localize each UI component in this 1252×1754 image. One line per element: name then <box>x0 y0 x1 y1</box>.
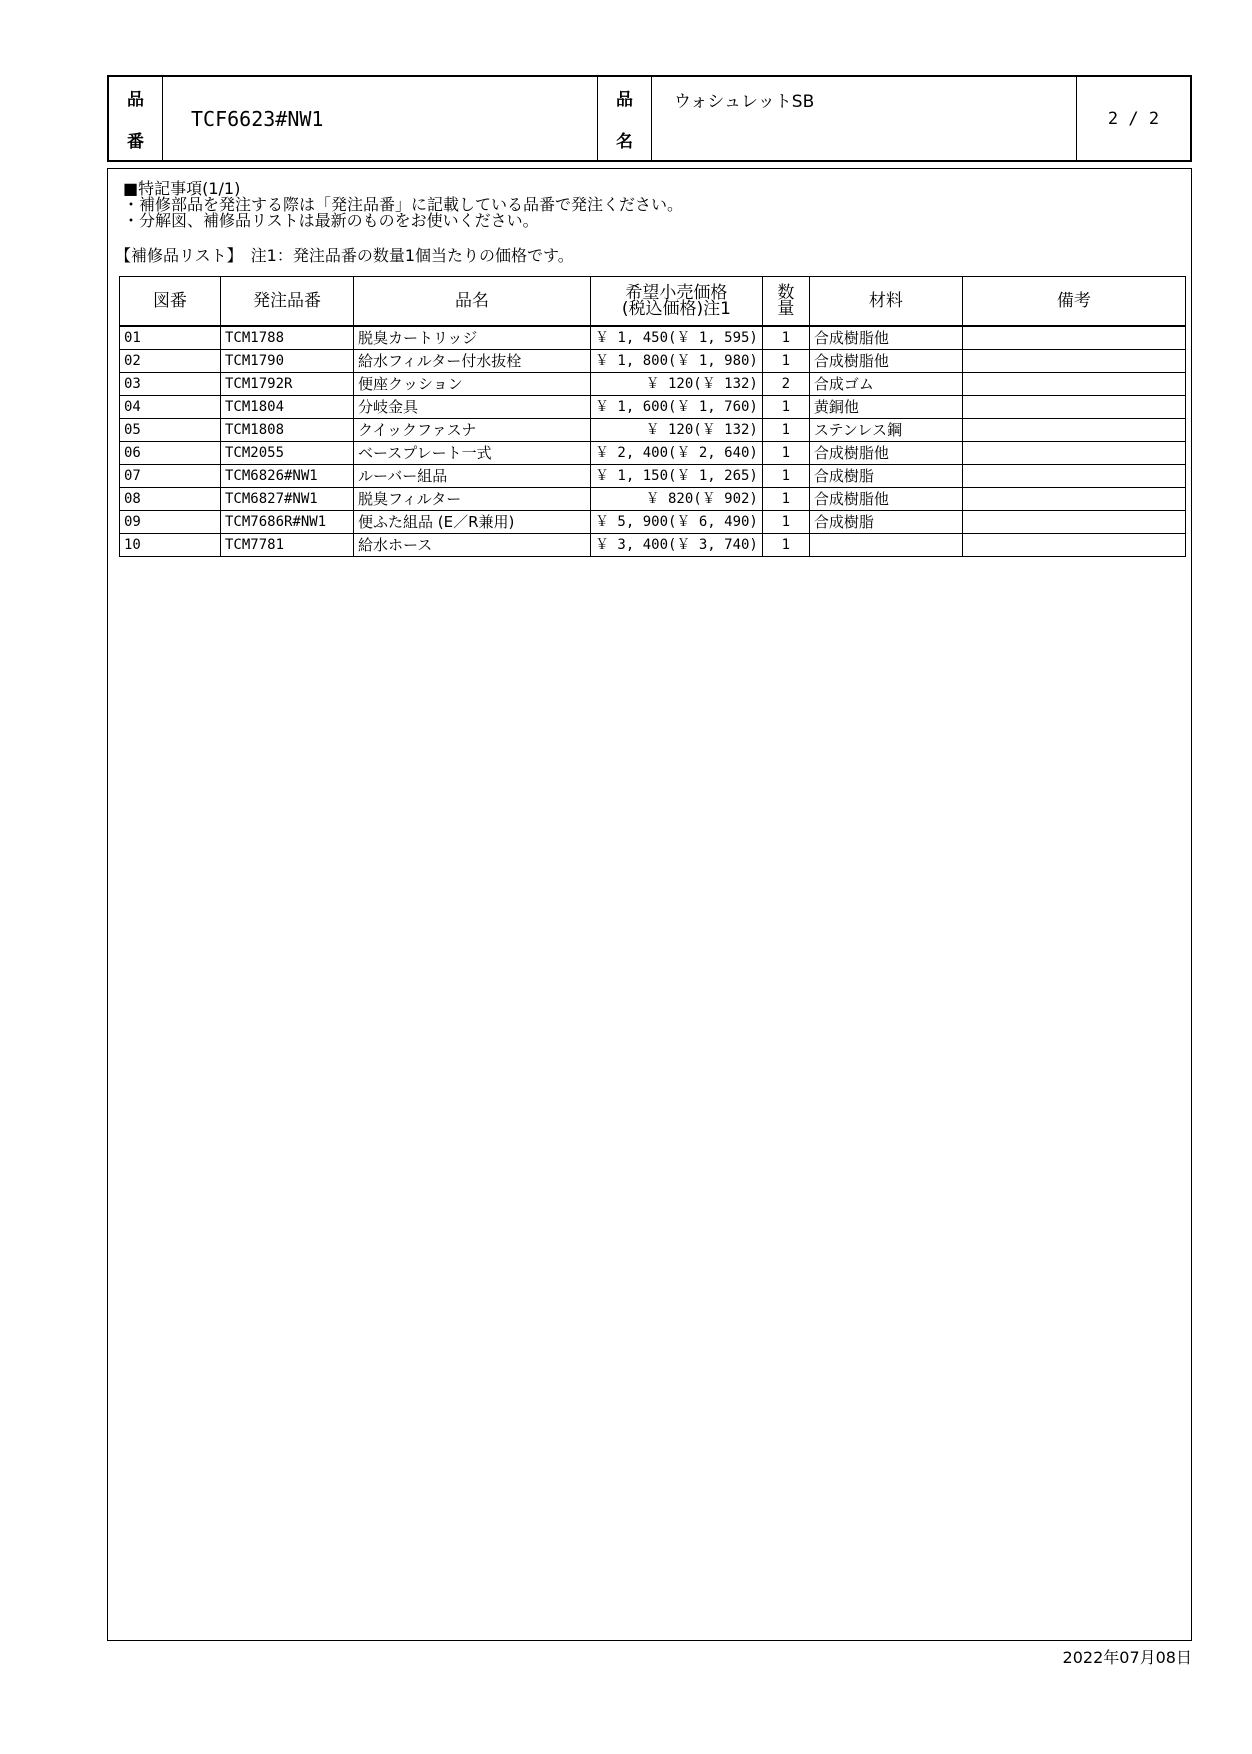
cell-name: 分岐金具 <box>354 396 591 419</box>
cell-code: TCM2055 <box>221 442 354 465</box>
col-header-qty-line-1: 数 <box>777 283 795 303</box>
product-code-label-1: 品 <box>127 90 144 111</box>
cell-code: TCM1788 <box>221 326 354 350</box>
cell-num: 05 <box>120 419 221 442</box>
table-row <box>120 326 1186 350</box>
cell-material: 合成樹脂 <box>809 511 962 534</box>
table-row <box>120 419 1186 442</box>
cell-material: 合成樹脂他 <box>809 350 962 373</box>
cell-qty: 1 <box>762 442 809 465</box>
cell-price: ￥ 820(￥ 902) <box>591 488 763 511</box>
notes-line-2: ・分解図、補修品リストは最新のものをお使いください。 <box>123 211 539 230</box>
table-row <box>120 511 1186 534</box>
document-header <box>107 75 1192 162</box>
cell-material: 合成樹脂他 <box>809 488 962 511</box>
cell-name: ルーバー組品 <box>354 465 591 488</box>
cell-num: 07 <box>120 465 221 488</box>
product-code: TCF6623#NW1 <box>163 77 598 160</box>
col-header-num: 図番 <box>120 277 221 327</box>
cell-material: ステンレス鋼 <box>809 419 962 442</box>
cell-price: ￥ 120(￥ 132) <box>591 373 763 396</box>
notes-title: ■特記事項(1/1) <box>123 179 241 198</box>
cell-code: TCM6827#NW1 <box>221 488 354 511</box>
cell-num: 08 <box>120 488 221 511</box>
cell-note <box>962 534 1185 557</box>
cell-qty: 1 <box>762 488 809 511</box>
col-header-qty-line-2: 量 <box>777 299 795 319</box>
cell-note <box>962 511 1185 534</box>
cell-note <box>962 465 1185 488</box>
cell-price: ￥ 2, 400(￥ 2, 640) <box>591 442 763 465</box>
cell-note <box>962 396 1185 419</box>
col-header-name: 品名 <box>354 277 591 327</box>
product-name-label-1: 品 <box>616 90 633 111</box>
cell-name: 給水ホース <box>354 534 591 557</box>
cell-code: TCM7686R#NW1 <box>221 511 354 534</box>
parts-table <box>119 276 1186 557</box>
cell-price: ￥ 1, 450(￥ 1, 595) <box>591 326 763 350</box>
cell-name: 脱臭フィルター <box>354 488 591 511</box>
cell-num: 06 <box>120 442 221 465</box>
cell-qty: 1 <box>762 465 809 488</box>
cell-qty: 1 <box>762 511 809 534</box>
cell-material: 合成樹脂他 <box>809 442 962 465</box>
table-row <box>120 350 1186 373</box>
cell-price: ￥ 1, 800(￥ 1, 980) <box>591 350 763 373</box>
cell-note <box>962 350 1185 373</box>
table-row <box>120 534 1186 557</box>
page-number: 2 / 2 <box>1107 108 1160 129</box>
product-name-label <box>598 77 652 160</box>
cell-note <box>962 419 1185 442</box>
cell-price: ￥ 1, 600(￥ 1, 760) <box>591 396 763 419</box>
col-header-price-line-1: 希望小売価格 <box>625 283 728 303</box>
cell-num: 01 <box>120 326 221 350</box>
table-row <box>120 442 1186 465</box>
cell-note <box>962 488 1185 511</box>
col-header-material: 材料 <box>809 277 962 327</box>
product-code-label <box>109 77 163 160</box>
content-frame <box>107 168 1192 1641</box>
cell-name: 便座クッション <box>354 373 591 396</box>
parts-list-heading: 【補修品リスト】 注1：発注品番の数量1個当たりの価格です。 <box>115 246 574 265</box>
col-header-price <box>591 277 763 327</box>
cell-price: ￥ 5, 900(￥ 6, 490) <box>591 511 763 534</box>
cell-price: ￥ 3, 400(￥ 3, 740) <box>591 534 763 557</box>
cell-material: 合成樹脂 <box>809 465 962 488</box>
col-header-qty <box>762 277 809 327</box>
cell-qty: 1 <box>762 419 809 442</box>
cell-qty: 1 <box>762 326 809 350</box>
table-row <box>120 488 1186 511</box>
cell-name: クイックファスナ <box>354 419 591 442</box>
cell-name: 便ふた組品 (E／R兼用) <box>354 511 591 534</box>
cell-material: 黄銅他 <box>809 396 962 419</box>
col-header-price-line-2: (税込価格)注1 <box>621 299 731 319</box>
cell-name: ベースプレート一式 <box>354 442 591 465</box>
cell-qty: 1 <box>762 350 809 373</box>
cell-name: 脱臭カートリッジ <box>354 326 591 350</box>
cell-num: 09 <box>120 511 221 534</box>
cell-code: TCM7781 <box>221 534 354 557</box>
cell-code: TCM6826#NW1 <box>221 465 354 488</box>
cell-qty: 1 <box>762 534 809 557</box>
product-code-label-2: 番 <box>127 131 144 152</box>
cell-name: 給水フィルター付水抜栓 <box>354 350 591 373</box>
cell-num: 02 <box>120 350 221 373</box>
table-row <box>120 373 1186 396</box>
table-row <box>120 396 1186 419</box>
table-row <box>120 465 1186 488</box>
cell-material: 合成樹脂他 <box>809 326 962 350</box>
cell-num: 03 <box>120 373 221 396</box>
cell-qty: 1 <box>762 396 809 419</box>
cell-num: 04 <box>120 396 221 419</box>
cell-price: ￥ 120(￥ 132) <box>591 419 763 442</box>
cell-code: TCM1792R <box>221 373 354 396</box>
cell-material <box>809 534 962 557</box>
cell-code: TCM1804 <box>221 396 354 419</box>
cell-note <box>962 373 1185 396</box>
special-notes <box>123 181 683 229</box>
col-header-code: 発注品番 <box>221 277 354 327</box>
cell-note <box>962 442 1185 465</box>
parts-table-body <box>120 326 1186 557</box>
cell-price: ￥ 1, 150(￥ 1, 265) <box>591 465 763 488</box>
product-name-label-2: 名 <box>616 131 633 152</box>
table-header-row <box>120 277 1186 327</box>
cell-material: 合成ゴム <box>809 373 962 396</box>
cell-code: TCM1808 <box>221 419 354 442</box>
cell-note <box>962 326 1185 350</box>
cell-qty: 2 <box>762 373 809 396</box>
issue-date: 2022年07月08日 <box>1062 1648 1192 1667</box>
cell-num: 10 <box>120 534 221 557</box>
cell-code: TCM1790 <box>221 350 354 373</box>
product-name: ウォシュレットSB <box>652 77 1077 160</box>
notes-line-1: ・補修部品を発注する際は「発注品番」に記載している品番で発注ください。 <box>123 195 684 214</box>
col-header-note: 備考 <box>962 277 1185 327</box>
